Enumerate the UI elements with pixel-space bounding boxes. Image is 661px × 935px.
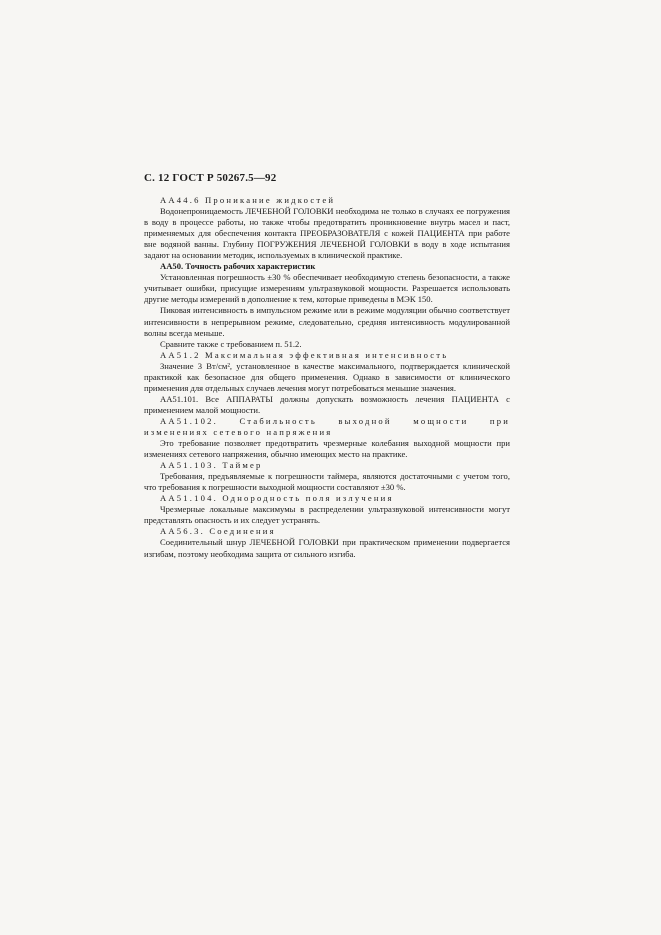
para-aa50-peak: Пиковая интенсивность в импульсном режиме или в режиме модуляции обычно соответствует интенсивности в непрерывном режиме, следовательно, средняя интенсивность модулированной волны всегда меньше.: [144, 305, 510, 338]
para-aa51-104-body: Чрезмерные локальные максимумы в распределении ультразвуковой интенсивности могут представлять опасность и их следует устранять.: [144, 504, 510, 526]
para-aa50-body: Установленная погрешность ±30 % обеспечивает необходимую степень безопасности, а также учитывает ошибки, присущие измерениям ультразвуковой мощности. Разрешается использовать другие методы измерений в дополнение к тем, которые приведены в МЭК 150.: [144, 272, 510, 305]
para-aa51-103-body: Требования, предъявляемые к погрешности таймера, являются достаточными с учетом того, что требования к погрешности выходной мощности составляют ±30 %.: [144, 471, 510, 493]
heading-aa56-3: АА56.3. Соединения: [160, 526, 276, 537]
para-aa44-6-body: Водонепроницаемость ЛЕЧЕБНОЙ ГОЛОВКИ необходима не только в случаях ее погружения в воду в процессе работы, но также чтобы предотвратить проникновение внутрь масел и паст, применяемых для обеспечения контакта ПРЕОБРАЗОВАТЕЛЯ с кожей ПАЦИЕНТА при работе вне водяной ванны. Глубину ПОГРУЖЕНИЯ ЛЕЧЕБНОЙ ГОЛОВКИ в воду в ходе испытания задают на основании методик, используемых в клинической практике.: [144, 206, 510, 261]
document-body: [144, 195, 510, 560]
page-header: С. 12 ГОСТ Р 50267.5—92: [144, 172, 277, 184]
para-aa51-102-body: Это требование позволяет предотвратить чрезмерные колебания выходной мощности при изменениях сетевого напряжения, обычно имеющих место на практике.: [144, 438, 510, 460]
para-aa51-2-body: Значение 3 Вт/см², установленное в качестве максимального, подтверждается клинической практикой как безопасное для общего применения. Однако в зависимости от клинического применения для отдельных случаев лечения могут потребоваться меньшие значения.: [144, 360, 510, 393]
para-aa56-3-body: Соединительный шнур ЛЕЧЕБНОЙ ГОЛОВКИ при практическом применении подвергается изгибам, поэтому необходима защита от сильного изгиба.: [144, 537, 510, 559]
heading-aa51-102: АА51.102. Стабильность выходной мощности при изменениях сетевого напряжения: [144, 415, 510, 437]
para-aa51-101: АА51.101. Все АППАРАТЫ должны допускать возможность лечения ПАЦИЕНТА с применением малой мощности.: [144, 393, 510, 415]
heading-aa51-2: АА51.2 Максимальная эффективная интенсивность: [160, 349, 449, 360]
para-aa50-ref: Сравните также с требованием п. 51.2.: [160, 338, 302, 349]
heading-aa50: АА50. Точность рабочих характеристик: [160, 261, 316, 272]
heading-aa51-103: АА51.103. Таймер: [160, 460, 263, 471]
heading-aa51-104: АА51.104. Однородность поля излучения: [160, 493, 394, 504]
heading-aa44-6: АА44.6 Проникание жидкостей: [160, 195, 336, 205]
